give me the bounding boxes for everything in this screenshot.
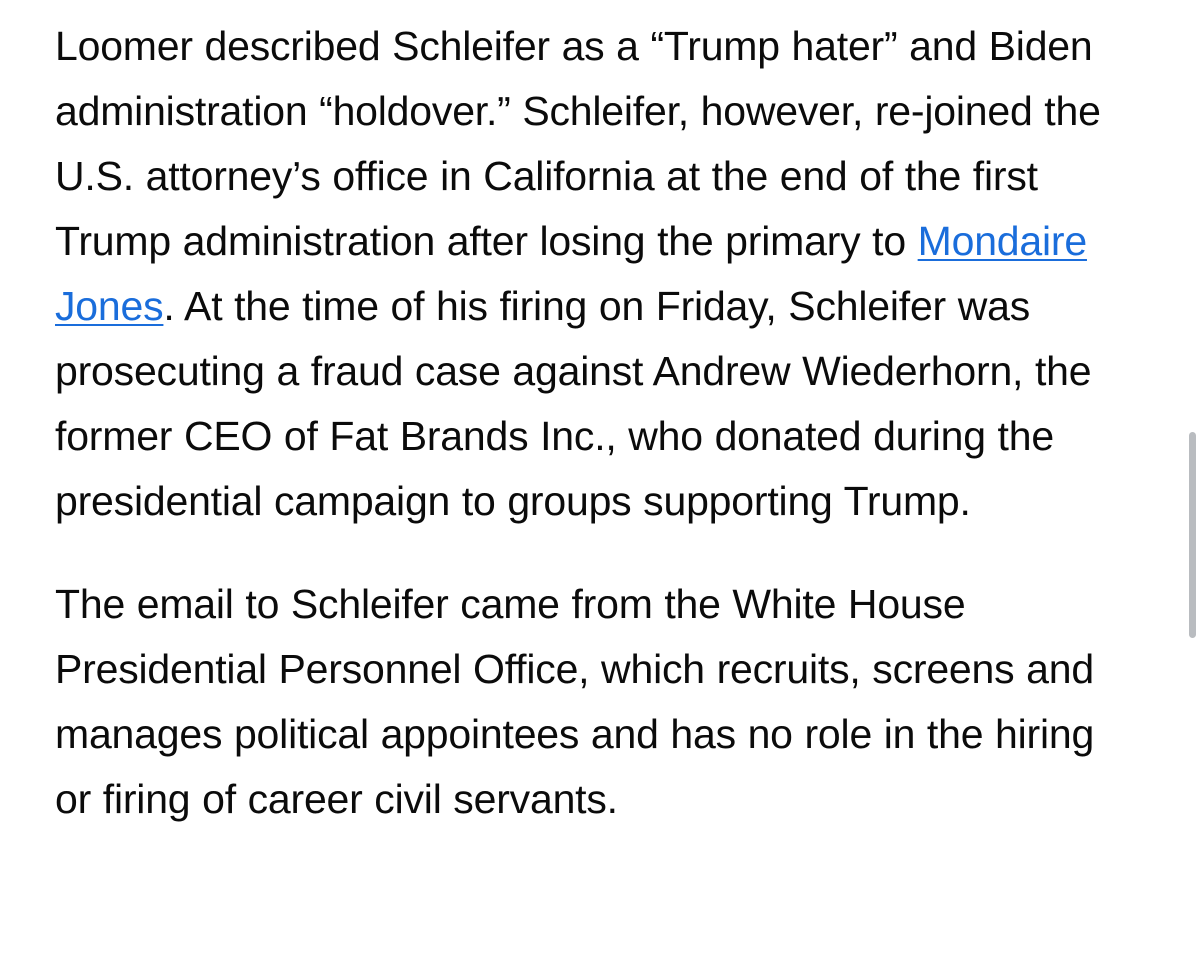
- mondaire-jones-link[interactable]: Mondaire Jones: [55, 218, 1087, 329]
- paragraph-1-text-after-link: . At the time of his firing on Friday, Schleifer was prosecuting a fraud case against Andrew Wiederhorn, the former CEO of Fat Brands Inc., who donated during the presidential campaign to groups supporting Trump.: [55, 283, 1092, 524]
- paragraph-2: The email to Schleifer came from the White House Presidential Personnel Office, which recruits, screens and manages political appointees and has no role in the hiring or firing of career civil servants.: [55, 581, 1095, 822]
- paragraph-1: [55, 14, 1140, 534]
- paragraph-1-text-before-link: Loomer described Schleifer as a “Trump hater” and Biden administration “holdover.” Schleifer, however, re-joined the U.S. attorney’s office in California at the end of the first Trump administration after losing the primary to: [55, 23, 1101, 264]
- vertical-scrollbar[interactable]: [1188, 0, 1200, 980]
- scrollbar-thumb[interactable]: [1189, 432, 1196, 638]
